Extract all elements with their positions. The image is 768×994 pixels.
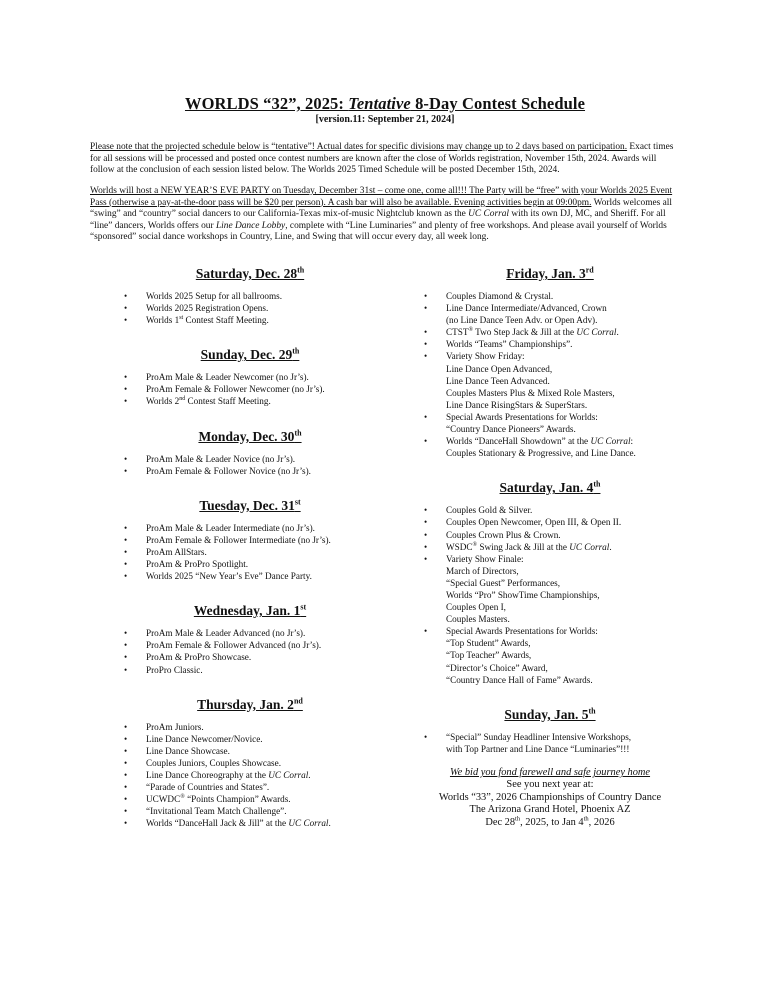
- day-heading-suffix: th: [297, 265, 305, 275]
- list-item: [400, 350, 700, 410]
- venue-name: UC Corral: [590, 436, 631, 447]
- title-part-1: WORLDS “32”, 2025:: [184, 94, 349, 113]
- list-item: • ProAm Female & Follower Intermediate (no Jr’s).: [100, 534, 400, 546]
- list-item: [100, 314, 400, 326]
- item-text: .: [308, 769, 311, 780]
- list-item: • Couples Crown Plus & Crown.: [400, 529, 700, 541]
- day-heading-suffix: th: [593, 479, 601, 489]
- day-heading: [100, 495, 400, 517]
- item-line: “Top Teacher” Awards,: [446, 650, 532, 661]
- day-section-sat-dec-28: [100, 263, 400, 326]
- item-line: Line Dance Open Advanced,: [446, 363, 553, 374]
- next-dates-line: [400, 817, 700, 829]
- schedule-right-column: [400, 263, 700, 755]
- day-heading-suffix: rd: [585, 265, 594, 275]
- item-text: .: [616, 327, 619, 338]
- day-heading: [400, 704, 700, 726]
- day-heading-text: Friday, Jan. 3: [506, 266, 586, 281]
- list-item: • ProAm Male & Leader Novice (no Jr’s).: [100, 453, 400, 465]
- day-heading-suffix: th: [294, 428, 302, 438]
- list-item: • ProAm & ProPro Spotlight.: [100, 558, 400, 570]
- next-venue-line: The Arizona Grand Hotel, Phoenix AZ: [469, 804, 631, 816]
- list-item: [100, 817, 400, 829]
- item-line: Couples Stationary & Progressive, and Line Dance.: [446, 448, 636, 459]
- list-item: [400, 302, 700, 326]
- day-heading-text: Monday, Dec. 30: [198, 428, 295, 444]
- list-item: [100, 769, 400, 781]
- list-item: • ProAm Male & Leader Advanced (no Jr’s).: [100, 627, 400, 639]
- item-text: Worlds “DanceHall Jack & Jill” at the: [146, 818, 289, 829]
- day-heading: [100, 426, 400, 448]
- day-heading-text: Sunday, Dec. 29: [200, 347, 293, 363]
- list-item: • ProAm AllStars.: [100, 546, 400, 558]
- farewell-line: We bid you fond farewell and safe journey home: [449, 767, 651, 778]
- page-title: [90, 94, 680, 114]
- venue-name: UC Corral: [288, 818, 329, 829]
- closing-block: [400, 767, 700, 829]
- item-text: Line Dance Choreography at the: [146, 769, 269, 780]
- item-text: Worlds “DanceHall Showdown” at the: [446, 436, 591, 447]
- list-item: [400, 625, 700, 685]
- title-italic: Tentative: [348, 94, 411, 113]
- list-item: • Line Dance Showcase.: [100, 745, 400, 757]
- day-heading-suffix: st: [294, 497, 301, 507]
- item-line: Worlds “Pro” ShowTime Championships,: [446, 589, 600, 600]
- day-section-wed-jan-1: [100, 600, 400, 675]
- day-section-sun-jan-5: [400, 704, 700, 755]
- item-text: Contest Staff Meeting.: [183, 315, 269, 326]
- venue-name: UC Corral: [576, 327, 617, 338]
- list-item: • ProAm Male & Leader Intermediate (no Jr’s).: [100, 522, 400, 534]
- day-section-tue-dec-31: [100, 495, 400, 582]
- list-item: • ProAm Female & Follower Newcomer (no Jr’s).: [100, 383, 400, 395]
- ordinal-suffix: nd: [179, 396, 186, 403]
- day-section-sun-dec-29: [100, 344, 400, 407]
- intro-text: Worlds welcomes all “swing” and “country” social dancers to our California-Texas mix-of-music Nightclub known as the: [90, 197, 673, 220]
- list-item: • ProAm & ProPro Showcase.: [100, 651, 400, 663]
- item-line: • Variety Show Friday:: [446, 351, 525, 362]
- item-line: Couples Open I,: [446, 602, 506, 613]
- item-line: Couples Masters.: [446, 614, 510, 625]
- ordinal-suffix: th: [515, 815, 521, 823]
- schedule-left-column: [100, 263, 400, 829]
- day-section-thu-jan-2: [100, 694, 400, 830]
- list-item: • ProAm Male & Leader Newcomer (no Jr’s).: [100, 371, 400, 383]
- item-line: • Line Dance Intermediate/Advanced, Crown: [446, 303, 607, 314]
- item-line: “Country Dance Hall of Fame” Awards.: [446, 674, 593, 685]
- day-heading: [100, 344, 400, 366]
- intro-text: , complete with “Line Luminaries” and plenty of free workshops. And please avail yourself of Worlds “sponsored” social dance workshops in Country, Line, and Swing that will occur every day, all week long.: [90, 220, 667, 243]
- item-text: .: [609, 541, 612, 552]
- item-line: “Top Student” Awards,: [446, 638, 531, 649]
- day-section-mon-dec-30: [100, 426, 400, 477]
- ordinal-suffix: th: [583, 815, 589, 823]
- venue-name: Line Dance Lobby: [215, 220, 286, 231]
- item-text: “Points Champion” Awards.: [184, 794, 291, 805]
- list-item: • ProAm Female & Follower Advanced (no Jr’s).: [100, 639, 400, 651]
- day-heading-suffix: st: [300, 602, 307, 612]
- list-item: • Couples Gold & Silver.: [400, 504, 700, 516]
- item-text: Worlds 2: [146, 396, 180, 407]
- item-line: • Variety Show Finale:: [446, 553, 524, 564]
- item-text: :: [630, 436, 634, 447]
- item-line: • “Special” Sunday Headliner Intensive Workshops,: [446, 731, 632, 742]
- title-part-2: 8-Day Contest Schedule: [410, 94, 586, 113]
- nye-party-notice: Worlds will host a NEW YEAR’S EVE PARTY on Tuesday, December 31st – come one, come all!!! The Party will be “free” with your Worlds 2025 Event Pass (otherwise a pay-at-the-door pass will be $20 per person). A cash bar will also be available. Evening activities begin at 09:00pm.: [90, 186, 673, 208]
- day-heading-suffix: th: [588, 706, 596, 716]
- list-item: [400, 411, 700, 435]
- item-line: March of Directors,: [446, 565, 519, 576]
- list-item: • “Parade of Countries and States”.: [100, 781, 400, 793]
- list-item: • “Invitational Team Match Challenge”.: [100, 805, 400, 817]
- day-heading-suffix: nd: [293, 696, 303, 706]
- see-you-line: See you next year at:: [506, 779, 594, 791]
- item-text: Worlds 1: [146, 315, 180, 326]
- day-heading: [400, 477, 700, 499]
- list-item: • ProPro Classic.: [100, 664, 400, 676]
- version-label: [version.11: September 21, 2024]: [315, 114, 455, 125]
- list-item: • ProAm Female & Follower Novice (no Jr’s).: [100, 465, 400, 477]
- item-text: CTST: [446, 327, 469, 338]
- intro-paragraph-2: [90, 186, 678, 244]
- date-text: , 2026: [588, 816, 615, 828]
- intro-paragraph-1: [90, 142, 678, 177]
- item-text: Two Step Jack & Jill at the: [473, 327, 577, 338]
- item-line: “Country Dance Pioneers” Awards.: [446, 424, 576, 435]
- intro-details: Exact times for all sessions will be processed and posted once contest numbers are known after the close of Worlds registration, November 15th, 2024. Awards will follow at the conclusion of each session listed below. The Worlds 2025 Timed Schedule will be posted December 15th, 2024.: [90, 142, 674, 176]
- item-line: Line Dance RisingStars & SuperStars.: [446, 399, 588, 410]
- day-heading-text: Wednesday, Jan. 1: [193, 603, 301, 619]
- day-heading: [100, 600, 400, 622]
- ordinal-suffix: st: [179, 315, 184, 322]
- list-item: [100, 395, 400, 407]
- next-event-line: Worlds “33”, 2026 Championships of Country Dance: [438, 791, 662, 803]
- list-item: • Worlds “Teams” Championships”.: [400, 338, 700, 350]
- day-heading-text: Saturday, Dec. 28: [195, 266, 298, 281]
- list-item: • Worlds 2025 Setup for all ballrooms.: [100, 290, 400, 302]
- item-text: .: [328, 818, 331, 829]
- item-line: “Special Guest” Performances,: [446, 577, 561, 588]
- item-line: • Special Awards Presentations for Worlds:: [446, 411, 598, 422]
- intro-text: with its own DJ, MC, and Sheriff. For all “line” dancers, Worlds offers our: [90, 209, 666, 231]
- registered-mark: ®: [468, 327, 474, 334]
- item-text: UCWDC: [146, 794, 181, 805]
- list-item: • Couples Open Newcomer, Open III, & Open II.: [400, 516, 700, 528]
- item-line: (no Line Dance Teen Adv. or Open Adv).: [446, 315, 598, 326]
- venue-name: UC Corral: [569, 541, 610, 552]
- day-heading: [100, 694, 400, 716]
- day-heading-suffix: th: [292, 346, 300, 356]
- venue-name: UC Corral: [268, 769, 309, 780]
- day-heading-text: Thursday, Jan. 2: [197, 696, 294, 712]
- list-item: [100, 793, 400, 805]
- list-item: [400, 435, 700, 459]
- list-item: [400, 541, 700, 553]
- item-line: • Special Awards Presentations for Worlds:: [446, 626, 598, 637]
- day-section-sat-jan-4: [400, 477, 700, 685]
- day-heading-text: Saturday, Jan. 4: [499, 480, 594, 496]
- day-heading-text: Sunday, Jan. 5: [504, 706, 589, 722]
- item-line: Line Dance Teen Advanced.: [446, 375, 550, 386]
- list-item: • Worlds 2025 Registration Opens.: [100, 302, 400, 314]
- list-item: • ProAm Juniors.: [100, 721, 400, 733]
- day-heading: [100, 263, 400, 285]
- item-line: Couples Masters Plus & Mixed Role Masters,: [446, 387, 615, 398]
- list-item: • Line Dance Newcomer/Novice.: [100, 733, 400, 745]
- day-section-fri-jan-3: [400, 263, 700, 459]
- item-text: Contest Staff Meeting.: [185, 396, 271, 407]
- date-text: Dec 28: [485, 816, 516, 828]
- list-item: [400, 731, 700, 755]
- registered-mark: ®: [180, 794, 185, 801]
- list-item: • Couples Diamond & Crystal.: [400, 290, 700, 302]
- venue-name: UC Corral: [468, 209, 510, 220]
- item-line: “Director’s Choice” Award,: [446, 662, 548, 673]
- list-item: • Couples Juniors, Couples Showcase.: [100, 757, 400, 769]
- day-heading-text: Tuesday, Dec. 31: [199, 497, 295, 513]
- intro-notice: Please note that the projected schedule below is “tentative”! Actual dates for specific divisions may change up to 2 days based on participation.: [90, 142, 628, 152]
- list-item: [400, 326, 700, 338]
- item-line: with Top Partner and Line Dance “Luminaries”!!!: [446, 743, 630, 754]
- item-text: Swing Jack & Jill at the: [477, 541, 570, 552]
- day-heading: [400, 263, 700, 285]
- registered-mark: ®: [472, 541, 478, 548]
- date-text: , 2025, to Jan 4: [520, 816, 584, 828]
- item-text: WSDC: [446, 541, 473, 552]
- list-item: • Worlds 2025 “New Year’s Eve” Dance Party.: [100, 570, 400, 582]
- list-item: [400, 553, 700, 626]
